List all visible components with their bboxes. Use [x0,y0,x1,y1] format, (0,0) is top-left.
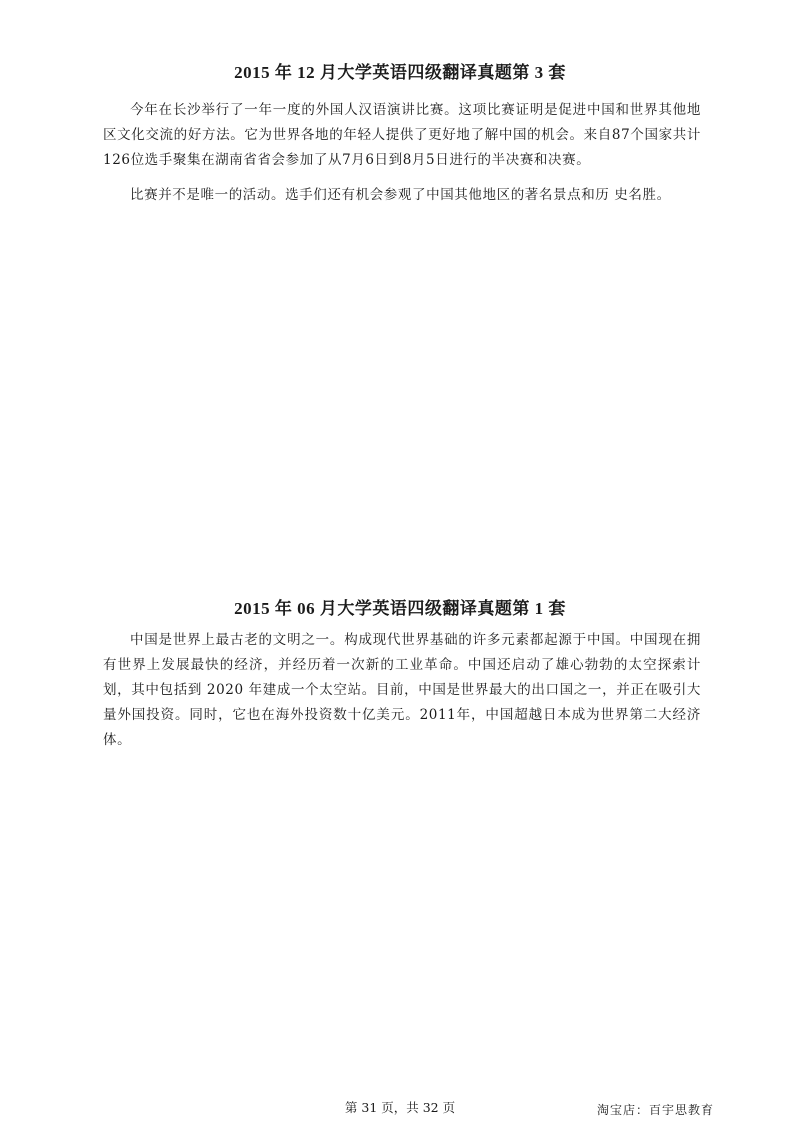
shop-label: 淘宝店：百宇思教育 [596,1103,714,1117]
paragraph: 今年在长沙举行了一年一度的外国人汉语演讲比赛。这项比赛证明是促进中国和世界其他地区文化交流的好方法。它为世界各地的年轻人提供了更好地了解中国的机会。来自87个国家共计126位选手聚集在湖南省省会参加了从7月6日到8月5日进行的半决赛和决赛。 [103,102,701,168]
section-title-2015-12: 2015 年 12 月大学英语四级翻译真题第 3 套 [234,63,566,82]
page-number: 第 31 页，共 32 页 [344,1100,456,1115]
paragraph: 比赛并不是唯一的活动。选手们还有机会参观了中国其他地区的著名景点和历 史名胜。 [130,187,671,203]
paragraph: 中国是世界上最古老的文明之一。构成现代世界基础的许多元素都起源于中国。中国现在拥有世界上发展最快的经济，并经历着一次新的工业革命。中国还启动了雄心勃勃的太空探索计划，其中包括到 2020 年建成一个太空站。目前，中国是世界最大的出口国之一，并正在吸引大量外国投资。同时，它也在海外投资数十亿美元。2011年，中国超越日本成为世界第二大经济体。 [103,632,701,748]
section-body-2015-06 [103,628,701,763]
section-body-2015-12 [103,98,701,218]
section-title-2015-06: 2015 年 06 月大学英语四级翻译真题第 1 套 [234,599,566,618]
